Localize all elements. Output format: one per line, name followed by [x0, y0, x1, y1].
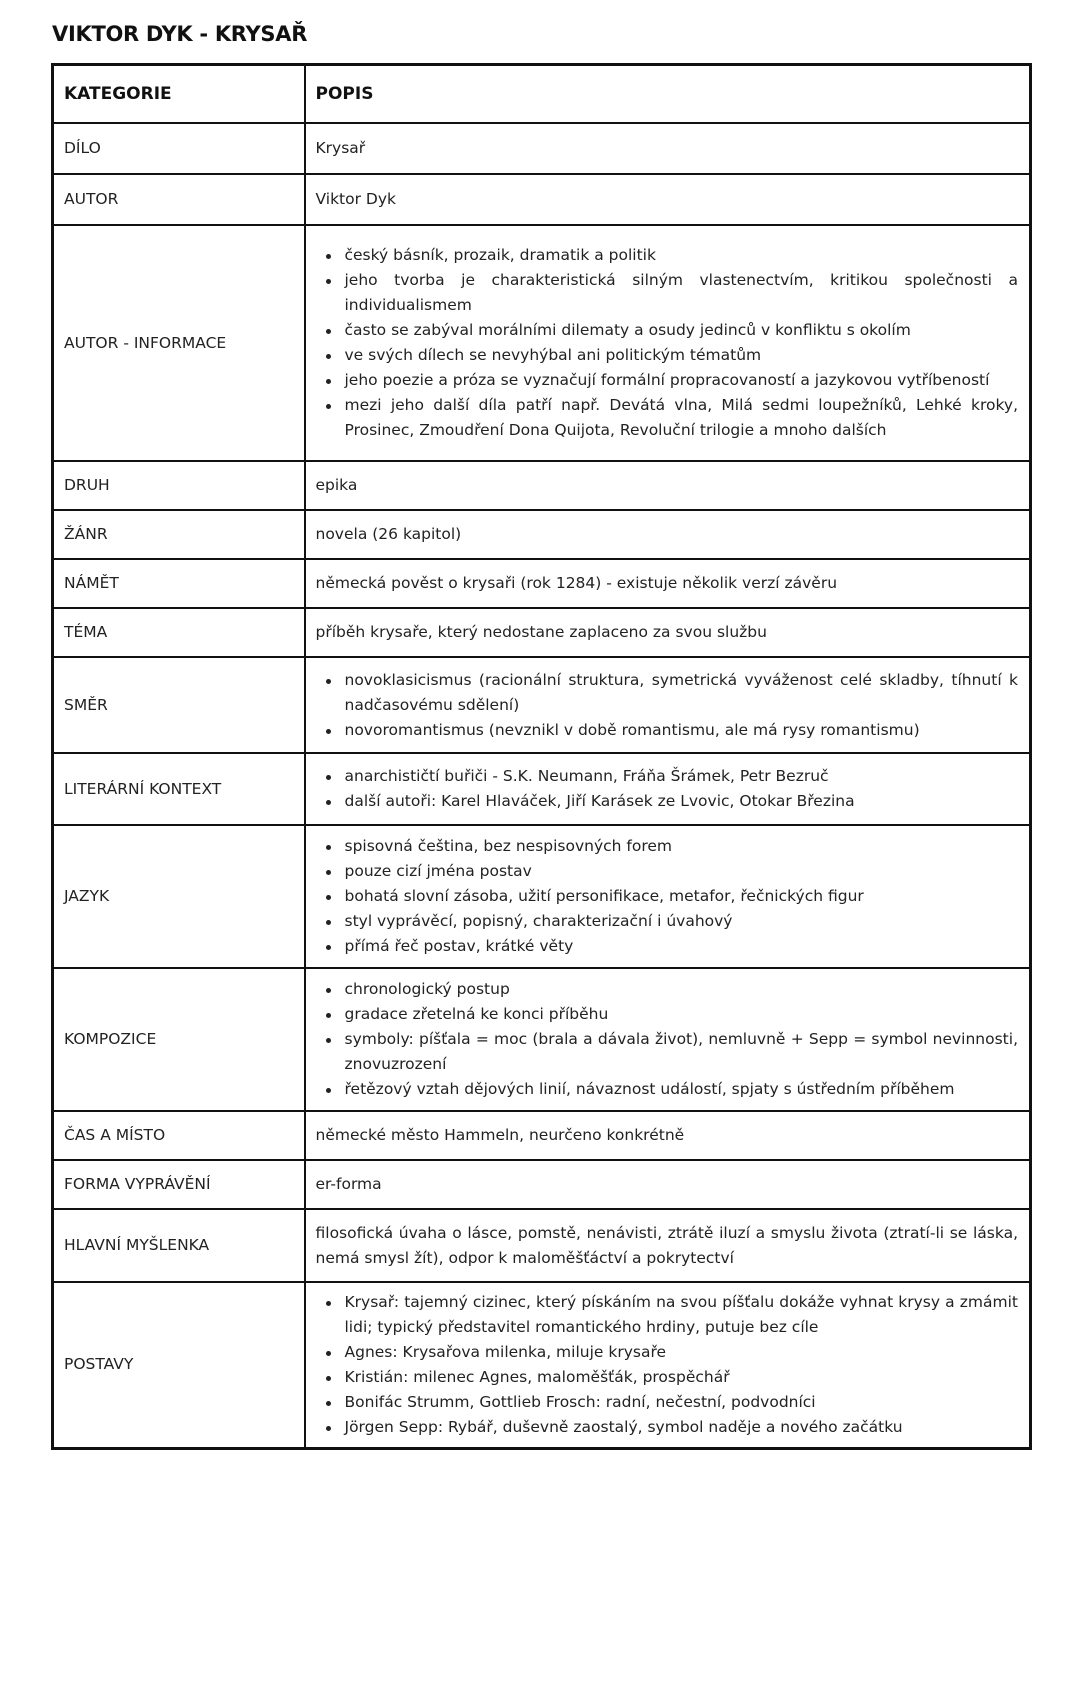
- table-row: [53, 461, 1031, 510]
- description-text: německé město Hammeln, neurčeno konkrétně: [315, 1126, 685, 1144]
- table-row: [53, 123, 1031, 174]
- bullet-item: často se zabýval morálními dilematy a osudy jedinců v konfliktu s okolím: [345, 318, 1019, 343]
- bullet-item: Kristián: milenec Agnes, maloměšťák, prospěchář: [345, 1365, 1019, 1390]
- table-row: [53, 608, 1031, 657]
- description-text: er-forma: [315, 1175, 382, 1193]
- row-description: [305, 123, 1031, 174]
- bullet-item: český básník, prozaik, dramatik a politik: [345, 243, 1019, 268]
- bullet-list: [316, 764, 1019, 814]
- bullet-item: bohatá slovní zásoba, užití personifikace, metafor, řečnických figur: [345, 884, 1019, 909]
- row-description: [305, 608, 1031, 657]
- bullet-item: ve svých dílech se nevyhýbal ani politickým tématům: [345, 343, 1019, 368]
- row-description: [305, 968, 1031, 1111]
- description-text: německá pověst o krysaři (rok 1284) - existuje několik verzí závěru: [315, 574, 838, 592]
- table-row: [53, 510, 1031, 559]
- bullet-item: styl vyprávěcí, popisný, charakterizační i úvahový: [345, 909, 1019, 934]
- table-row: [53, 225, 1031, 461]
- description-text: Krysař: [315, 139, 366, 157]
- bullet-item: Jörgen Sepp: Rybář, duševně zaostalý, symbol naděje a nového začátku: [345, 1415, 1019, 1440]
- bullet-list: [316, 1290, 1019, 1440]
- description-text: filosofická úvaha o lásce, pomstě, nenávisti, ztrátě iluzí a smyslu života (ztratí-li se láska, nemá smysl žít), odpor k maloměšťáctví a pokrytectví: [315, 1223, 1018, 1267]
- bullet-list: [316, 834, 1019, 959]
- row-description: [305, 825, 1031, 968]
- row-category: ČAS A MÍSTO: [53, 1111, 305, 1160]
- column-header-category: KATEGORIE: [53, 65, 305, 124]
- row-description: [305, 225, 1031, 461]
- row-description: [305, 461, 1031, 510]
- row-description: [305, 1209, 1031, 1282]
- description-text: epika: [315, 476, 358, 494]
- row-description: [305, 510, 1031, 559]
- bullet-item: novoromantismus (nevznikl v době romantismu, ale má rysy romantismu): [345, 718, 1019, 743]
- row-category: TÉMA: [53, 608, 305, 657]
- table-row: [53, 753, 1031, 825]
- bullet-list: [316, 243, 1019, 443]
- row-description: [305, 1111, 1031, 1160]
- row-category: AUTOR: [53, 174, 305, 225]
- bullet-list: [316, 668, 1019, 743]
- row-category: NÁMĚT: [53, 559, 305, 608]
- row-category: DÍLO: [53, 123, 305, 174]
- bullet-item: novoklasicismus (racionální struktura, symetrická vyváženost celé skladby, tíhnutí k nadčasovému sdělení): [345, 668, 1019, 718]
- row-description: [305, 657, 1031, 753]
- table-row: [53, 657, 1031, 753]
- bullet-item: pouze cizí jména postav: [345, 859, 1019, 884]
- table-row: [53, 968, 1031, 1111]
- description-text: novela (26 kapitol): [315, 525, 462, 543]
- row-description: [305, 753, 1031, 825]
- table-row: [53, 1282, 1031, 1448]
- row-category: SMĚR: [53, 657, 305, 753]
- summary-table: [51, 63, 1032, 1450]
- bullet-item: chronologický postup: [345, 977, 1019, 1002]
- bullet-item: přímá řeč postav, krátké věty: [345, 934, 1019, 959]
- column-header-description: POPIS: [305, 65, 1031, 124]
- row-description: [305, 1160, 1031, 1209]
- table-header-row: [53, 65, 1031, 124]
- bullet-item: anarchističtí buřiči - S.K. Neumann, Fráňa Šrámek, Petr Bezruč: [345, 764, 1019, 789]
- description-text: Viktor Dyk: [315, 190, 396, 208]
- bullet-list: [316, 977, 1019, 1102]
- row-category: FORMA VYPRÁVĚNÍ: [53, 1160, 305, 1209]
- table-row: [53, 1160, 1031, 1209]
- bullet-item: řetězový vztah dějových linií, návaznost událostí, spjaty s ústředním příběhem: [345, 1077, 1019, 1102]
- bullet-item: gradace zřetelná ke konci příběhu: [345, 1002, 1019, 1027]
- table-row: [53, 1209, 1031, 1282]
- row-category: JAZYK: [53, 825, 305, 968]
- row-category: ŽÁNR: [53, 510, 305, 559]
- bullet-item: Agnes: Krysařova milenka, miluje krysaře: [345, 1340, 1019, 1365]
- document-title: VIKTOR DYK - KRYSAŘ: [52, 22, 308, 46]
- bullet-item: další autoři: Karel Hlaváček, Jiří Karásek ze Lvovic, Otokar Březina: [345, 789, 1019, 814]
- row-category: AUTOR - INFORMACE: [53, 225, 305, 461]
- table-row: [53, 825, 1031, 968]
- row-category: POSTAVY: [53, 1282, 305, 1448]
- bullet-item: mezi jeho další díla patří např. Devátá vlna, Milá sedmi loupežníků, Lehké kroky, Prosinec, Zmoudření Dona Quijota, Revoluční trilogie a mnoho dalších: [345, 393, 1019, 443]
- table-row: [53, 174, 1031, 225]
- row-category: DRUH: [53, 461, 305, 510]
- description-text: příběh krysaře, který nedostane zaplaceno za svou službu: [315, 623, 767, 641]
- bullet-item: Bonifác Strumm, Gottlieb Frosch: radní, nečestní, podvodníci: [345, 1390, 1019, 1415]
- bullet-item: Krysař: tajemný cizinec, který pískáním na svou píšťalu dokáže vyhnat krysy a zmámit lidi; typický představitel romantického hrdiny, putuje bez cíle: [345, 1290, 1019, 1340]
- row-description: [305, 1282, 1031, 1448]
- row-description: [305, 174, 1031, 225]
- table-row: [53, 559, 1031, 608]
- row-category: LITERÁRNÍ KONTEXT: [53, 753, 305, 825]
- row-description: [305, 559, 1031, 608]
- bullet-item: jeho tvorba je charakteristická silným vlastenectvím, kritikou společnosti a individualismem: [345, 268, 1019, 318]
- row-category: KOMPOZICE: [53, 968, 305, 1111]
- bullet-item: jeho poezie a próza se vyznačují formální propracovaností a jazykovou vytříbeností: [345, 368, 1019, 393]
- row-category: HLAVNÍ MYŠLENKA: [53, 1209, 305, 1282]
- bullet-item: symboly: píšťala = moc (brala a dávala život), nemluvně + Sepp = symbol nevinnosti, znovuzrození: [345, 1027, 1019, 1077]
- table-body: [53, 123, 1031, 1448]
- bullet-item: spisovná čeština, bez nespisovných forem: [345, 834, 1019, 859]
- table-row: [53, 1111, 1031, 1160]
